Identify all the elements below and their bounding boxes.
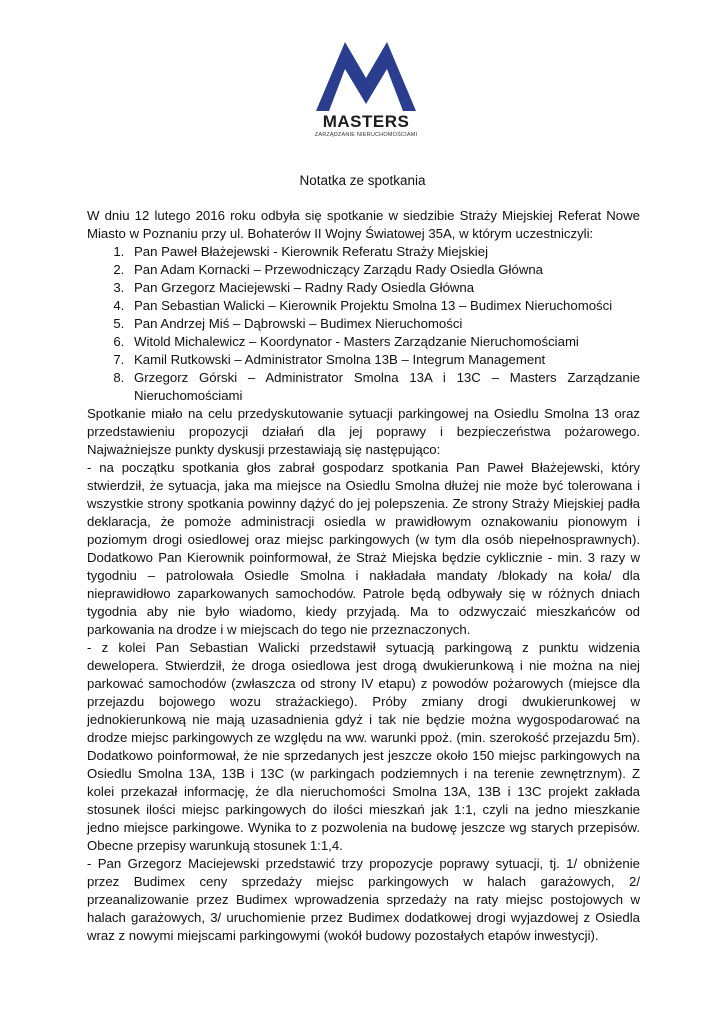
participant-item: 2. Pan Adam Kornacki – Przewodniczący Zarządu Rady Osiedla Główna xyxy=(128,261,640,279)
discussion-paragraph-maciejewski: - Pan Grzegorz Maciejewski przedstawić trzy propozycje poprawy sytuacji, tj. 1/ obniżenie przez Budimex ceny sprzedaży miejsc parkingowych w halach garażowych, 2/ przeanalizowanie przez Budimex wprowadzenia sprzedaży na raty miejsc postojowych w halach garażowych, 3/ uruchomienie przez Budimex dodatkowej drogi wyjazdowej z Osiedla wraz z nowymi miejscami parkingowymi (wokół budowy pozostałych etapów inwestycji). xyxy=(87,856,640,943)
participant-item: 7. Kamil Rutkowski – Administrator Smolna 13B – Integrum Management xyxy=(128,351,640,369)
participants-list xyxy=(87,243,640,405)
discussion-paragraph-straz: - na początku spotkania głos zabrał gospodarz spotkania Pan Paweł Błażejewski, który stwierdził, że sytuacja, jaka ma miejsce na Osiedlu Smolna dłużej nie może być tolerowana i wszystkie strony spotkania powinny dążyć do jej polepszenia. Ze strony Straży Miejskiej padła deklaracja, że pomoże administracji osiedla w prawidłowym oznakowaniu pionowym i poziomym drogi osiedlowej oraz miejsc parkingowych (w tym dla osób niepełnosprawnych). Dodatkowo Pan Kierownik poinformował, że Straż Miejska będzie cyklicznie - min. 3 razy w tygodniu – patrolowała Osiedle Smolna i nakładała mandaty /blokady na koła/ dla nieprawidłowo zaparkowanych samochodów. Patrole będą odbywały się w różnych dniach tygodnia aby nie było wiadomo, kiedy przyjadą. Ma to odzwyczaić mieszkańców od parkowania na drodze i w miejscach do tego nie przeznaczonych. xyxy=(87,460,640,637)
participant-item: 8. Grzegorz Górski – Administrator Smolna 13A i 13C – Masters Zarządzanie Nieruchomościami xyxy=(128,369,640,405)
logo-tagline: ZARZĄDZANIE NIERUCHOMOŚCIAMI xyxy=(314,132,418,138)
participant-item: 4. Pan Sebastian Walicki – Kierownik Projektu Smolna 13 – Budimex Nieruchomości xyxy=(128,297,640,315)
masters-m-mark-icon xyxy=(310,42,422,112)
intro-paragraph: W dniu 12 lutego 2016 roku odbyła się spotkanie w siedzibie Straży Miejskiej Referat Nowe Miasto w Poznaniu przy ul. Bohaterów II Wojny Światowej 35A, w którym uczestniczyli: xyxy=(87,208,640,241)
discussion-paragraph-walicki: - z kolei Pan Sebastian Walicki przedstawił sytuacją parkingową z punktu widzenia dewelopera. Stwierdził, że droga osiedlowa jest drogą dwukierunkową i nie można na niej parkować samochodów (zwłaszcza od strony IV etapu) z powodów pożarowych (miejsce dla przejazdu bojowego wozu strażackiego). Próby zmiany drogi dwukierunkowej w jednokierunkową nie mają uzasadnienia gdyż i tak nie będzie można wygospodarować na drodze miejsc parkingowych ze względu na ww. warunki ppoż. (min. szerokość przejazdu 5m). Dodatkowo poinformował, że nie sprzedanych jest jeszcze około 150 miejsc parkingowych na Osiedlu Smolna 13A, 13B i 13C (w parkingach podziemnych i na terenie zewnętrznym). Z kolei przekazał informację, że dla nieruchomości Smolna 13A, 13B i 13C projekt zakłada stosunek ilości miejsc parkingowych do ilości mieszkań jak 1:1, czyli na jedno mieszkanie jedno miejsce parkingowe. Wynika to z pozwolenia na budowę jeszcze wg starych przepisów. Obecne przepisy warunkują stosunek 1:1,4. xyxy=(87,640,640,853)
participant-item: 5. Pan Andrzej Miś – Dąbrowski – Budimex Nieruchomości xyxy=(128,315,640,333)
participant-item: 3. Pan Grzegorz Maciejewski – Radny Rady Osiedla Główna xyxy=(128,279,640,297)
participant-item: 1. Pan Paweł Błażejewski - Kierownik Referatu Straży Miejskiej xyxy=(128,243,640,261)
document-body xyxy=(87,207,640,945)
document-title: Notatka ze spotkania xyxy=(299,173,426,188)
purpose-paragraph: Spotkanie miało na celu przedyskutowanie sytuacji parkingowej na Osiedlu Smolna 13 oraz przedstawieniu propozycji działań dla jej poprawy i bezpieczeństwa pożarowego. Najważniejsze punkty dyskusji przestawiają się następująco: xyxy=(87,406,640,457)
logo-name: MASTERS xyxy=(322,112,410,131)
masters-logo xyxy=(310,42,422,142)
participant-item: 6. Witold Michalewicz – Koordynator - Masters Zarządzanie Nieruchomościami xyxy=(128,333,640,351)
